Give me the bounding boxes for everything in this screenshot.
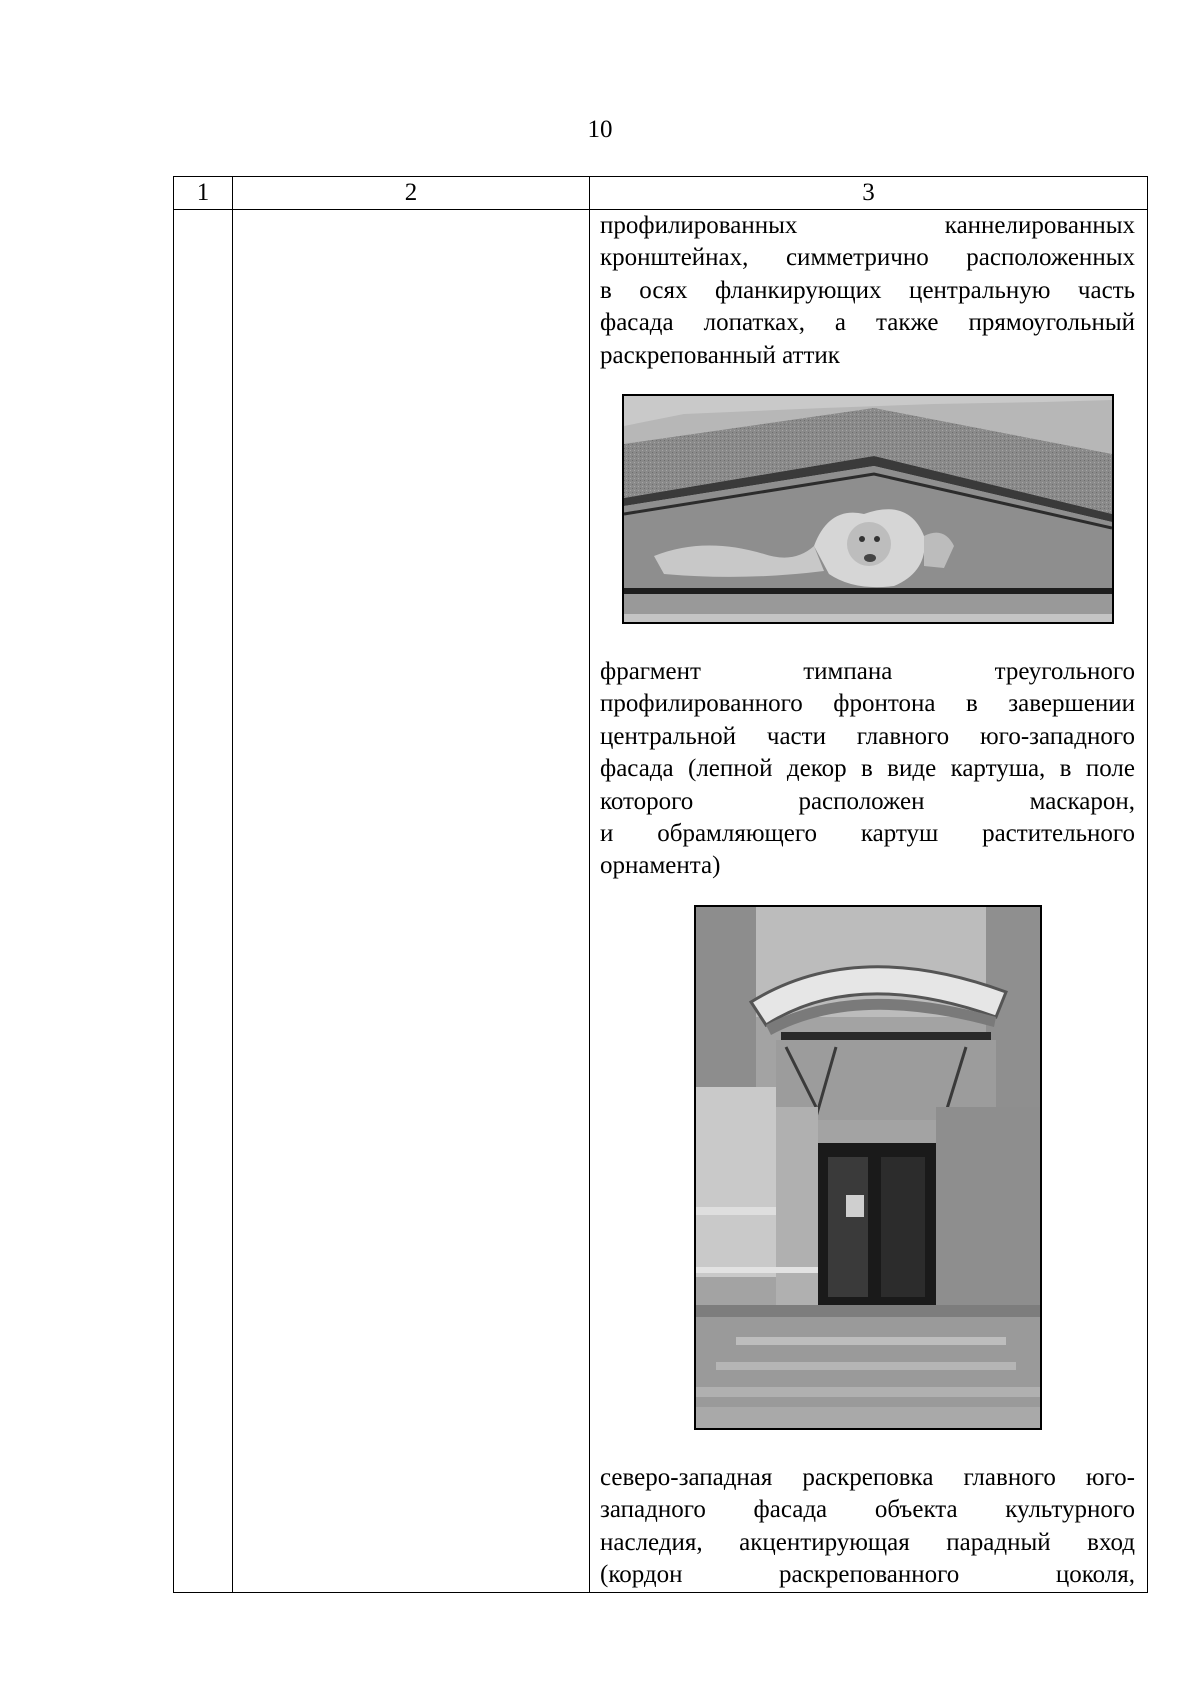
text-line: профилированных каннелированных	[600, 212, 1135, 239]
text-line: наследия, акцентирующая парадный вход	[600, 1528, 1135, 1556]
text-line: профилированного фронтона в завершении	[600, 690, 1135, 718]
text-line: фасада лопатках, а также прямоугольный	[600, 309, 1135, 337]
cell-column-1	[174, 210, 233, 1593]
text-line: фасада (лепной декор в виде картуша, в поле	[600, 755, 1135, 783]
description-paragraph-1	[600, 210, 1135, 372]
text-line: орнамента)	[600, 852, 721, 880]
description-paragraph-3	[600, 1462, 1135, 1592]
text-line: раскрепованный аттик	[600, 341, 840, 369]
document-table	[173, 176, 1148, 1593]
portal-photo	[694, 905, 1042, 1430]
description-paragraph-2	[600, 656, 1135, 883]
text-line: северо-западная раскреповка главного юго-	[600, 1463, 1135, 1491]
text-line: в осях фланкирующих центральную часть	[600, 276, 1135, 304]
text-line: которого расположен маскарон,	[600, 787, 1135, 815]
text-line: и обрамляющего картуш растительного	[600, 820, 1135, 848]
text-line: фрагмент тимпана треугольного	[600, 658, 1135, 686]
column-header-1: 1	[174, 177, 233, 210]
text-line: (кордон раскрепованного цоколя,	[600, 1561, 1135, 1589]
column-header-2: 2	[233, 177, 590, 210]
text-line: западного фасада объекта культурного	[600, 1496, 1135, 1524]
page-number: 10	[587, 116, 613, 143]
cell-column-2	[233, 210, 590, 1593]
table-header-row	[174, 177, 1148, 210]
tympanum-photo	[622, 394, 1114, 624]
cell-column-3	[590, 210, 1148, 1593]
column-header-3: 3	[590, 177, 1148, 210]
table-row	[174, 210, 1148, 1593]
text-line: кронштейнах, симметрично расположенных	[600, 244, 1135, 272]
text-line: центральной части главного юго-западного	[600, 722, 1135, 750]
